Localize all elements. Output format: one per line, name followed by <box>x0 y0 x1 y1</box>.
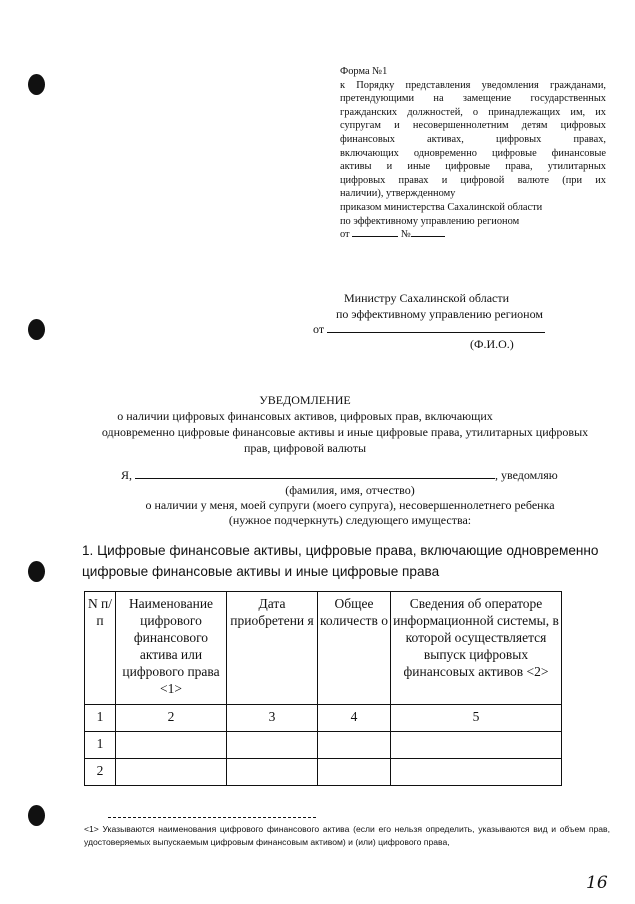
declarant-fio-caption: (фамилия, имя, отчество) <box>285 483 415 497</box>
table-cell-input[interactable] <box>227 732 318 759</box>
footnote-text: <1> Указываются наименования цифрового финансового актива (если его нельзя определить, указываются вид и объем прав, удостоверяемых выпускаемым цифровым финансовым активом) и (или) цифрового права, <box>84 824 610 847</box>
order-line: приказом министерства Сахалинской области <box>340 201 543 213</box>
from-label: от <box>313 322 325 336</box>
form-header-line: претендующими на замещение государственных <box>340 93 606 105</box>
binder-hole <box>28 319 45 340</box>
notice-title: УВЕДОМЛЕНИЕ <box>259 393 351 407</box>
addressee-fio-caption: (Ф.И.О.) <box>470 337 514 351</box>
table-cell: 1 <box>85 705 116 732</box>
table-cell-input[interactable] <box>318 759 391 786</box>
binder-hole <box>28 805 45 826</box>
binder-hole <box>28 74 45 95</box>
form-header <box>340 65 606 242</box>
table-cell-input[interactable] <box>116 759 227 786</box>
notice-subtitle: о наличии цифровых финансовых активов, цифровых прав, включающих <box>117 409 493 423</box>
header-operator-info: Сведения об операторе информационной системы, в которой осуществляется выпуск цифровых финансовых активов <2> <box>391 592 562 705</box>
section1-heading: 1. Цифровые финансовые активы, цифровые права, включающие одновременно цифровые финансовые активы и иные цифровые права <box>82 543 599 579</box>
table-cell-input[interactable] <box>391 732 562 759</box>
date-prefix: от <box>340 229 350 241</box>
table-row <box>85 759 562 786</box>
table-cell-input[interactable] <box>116 732 227 759</box>
notice-subtitle: прав, цифровой валюты <box>243 441 367 455</box>
form-header-line: активы и иные цифровые права, утилитарных <box>340 161 606 173</box>
table-cell-input[interactable] <box>391 759 562 786</box>
declaration-line2: о наличии у меня, моей супруги (моего супруга), несовершеннолетнего ребенка <box>145 498 555 512</box>
table-cell: 5 <box>391 705 562 732</box>
form-header-line: цифровых правах и цифровой валюте (при их <box>340 174 606 186</box>
notice-title-block <box>80 392 530 424</box>
table-cell: 4 <box>318 705 391 732</box>
table-header-row <box>85 592 562 705</box>
notice-subtitle: одновременно цифровые финансовые активы и иные цифровые права, утилитарных цифровых <box>101 425 589 439</box>
order-line: по эффективному управлению регионом <box>340 215 520 227</box>
date-blank[interactable] <box>352 236 398 237</box>
footnote-divider <box>108 817 316 818</box>
page-number: 16 <box>586 873 608 893</box>
addressee-line1: Министру Сахалинской области <box>344 291 510 305</box>
addressee-from <box>313 321 545 337</box>
notify-label: , уведомляю <box>495 468 558 482</box>
assets-table <box>84 591 562 786</box>
number-blank[interactable] <box>411 236 445 237</box>
table-cell-input[interactable] <box>318 732 391 759</box>
declaration-line1 <box>121 467 558 483</box>
header-total-quantity: Общее количеств о <box>318 592 391 705</box>
table-cell: 1 <box>85 732 116 759</box>
form-header-line: наличии), утвержденному <box>340 188 456 200</box>
form-header-line: к Порядку представления уведомления гражданами, <box>340 79 606 91</box>
form-header-line: финансовых активах, цифровых правах, <box>340 133 606 145</box>
header-asset-name: Наименование цифрового финансового актива или цифрового права <1> <box>116 592 227 705</box>
table-cell-input[interactable] <box>227 759 318 786</box>
table-row <box>85 732 562 759</box>
table-cell: 2 <box>116 705 227 732</box>
table-cell: 2 <box>85 759 116 786</box>
header-number: N п/п <box>85 592 116 705</box>
addressee-line2: по эффективному управлению регионом <box>336 307 543 321</box>
declaration-line3: (нужное подчеркнуть) следующего имущества: <box>228 513 472 527</box>
table-cell: 3 <box>227 705 318 732</box>
table-index-row <box>85 705 562 732</box>
order-date-line <box>340 228 606 242</box>
form-header-line: гражданских должностей, о принадлежащих им, их <box>340 106 606 118</box>
declarant-fio-blank[interactable] <box>135 478 495 479</box>
binder-hole <box>28 561 45 582</box>
form-header-line: включающих одновременно цифровые финансовые <box>340 147 606 159</box>
form-header-line: супругам и несовершеннолетним детям цифровых <box>340 120 606 132</box>
header-acquisition-date: Дата приобретени я <box>227 592 318 705</box>
form-number: Форма №1 <box>340 66 388 77</box>
number-sign: № <box>400 229 411 241</box>
addressee-fio-blank[interactable] <box>327 332 545 333</box>
i-label: Я, <box>121 468 133 482</box>
